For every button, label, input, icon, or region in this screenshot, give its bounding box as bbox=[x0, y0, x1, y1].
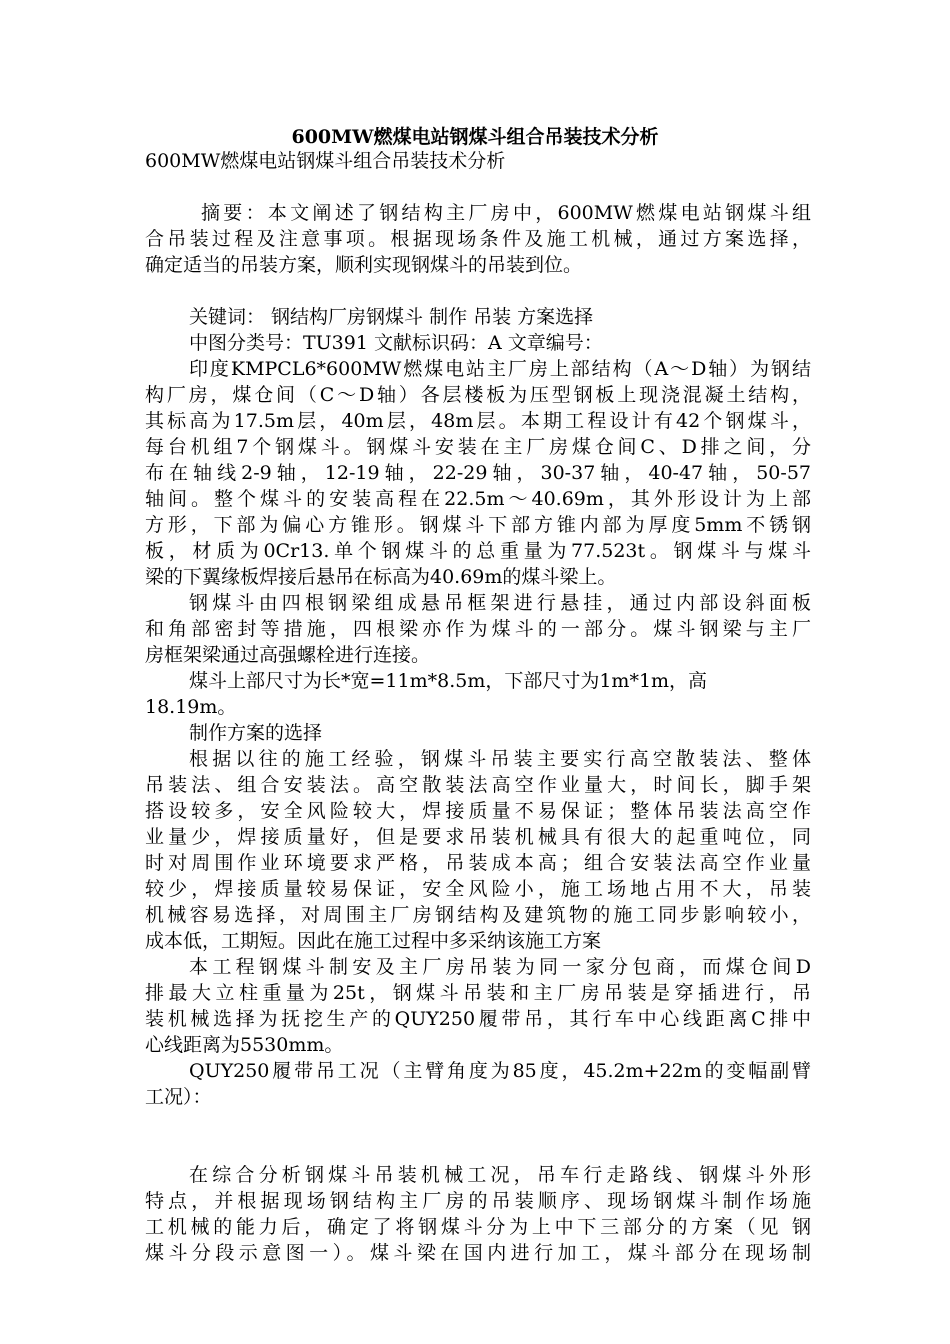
body-line: 中图分类号：TU391 文献标识码：A 文章编号： bbox=[189, 332, 603, 354]
body-line: 合吊装过程及注意事项。根据现场条件及施工机械，通过方案选择， bbox=[145, 228, 811, 250]
body-line: 制作方案的选择 bbox=[189, 722, 323, 744]
body-line: 装机械选择为抚挖生产的QUY250履带吊，其行车中心线距离C排中 bbox=[145, 1008, 811, 1030]
body-line: 方形，下部为偏心方锥形。钢煤斗下部方锥内部为厚度5mm不锈钢 bbox=[145, 514, 811, 536]
body-line: 煤斗分段示意图一）。煤斗梁在国内进行加工，煤斗部分在现场制 bbox=[145, 1242, 811, 1264]
body-line: 钢煤斗由四根钢梁组成悬吊框架进行悬挂，通过内部设斜面板 bbox=[189, 592, 811, 614]
body-line: 排最大立柱重量为25t，钢煤斗吊装和主厂房吊装是穿插进行，吊 bbox=[145, 982, 811, 1004]
body-line: 构厂房，煤仓间（C～D轴）各层楼板为压型钢板上现浇混凝土结构， bbox=[145, 384, 811, 406]
body-line: 煤斗上部尺寸为长*宽=11m*8.5m，下部尺寸为1m*1m，高 bbox=[189, 670, 708, 692]
body-line: 本工程钢煤斗制安及主厂房吊装为同一家分包商，而煤仓间D bbox=[189, 956, 811, 978]
body-line: 摘要：本文阐述了钢结构主厂房中，600MW燃煤电站钢煤斗组 bbox=[201, 202, 811, 224]
body-line: 业量少，焊接质量好，但是要求吊装机械具有很大的起重吨位，同 bbox=[145, 826, 811, 848]
body-line: 印度KMPCL6*600MW燃煤电站主厂房上部结构（A～D轴）为钢结 bbox=[189, 358, 811, 380]
blank-line bbox=[145, 174, 811, 200]
body-line: 关键词： 钢结构厂房钢煤斗 制作 吊装 方案选择 bbox=[189, 306, 594, 328]
body-line: 轴间。整个煤斗的安装高程在22.5m～40.69m，其外形设计为上部 bbox=[145, 488, 811, 510]
body-line: 较少，焊接质量较易保证，安全风险小，施工场地占用不大，吊装 bbox=[145, 878, 811, 900]
body-line: 18.19m。 bbox=[145, 696, 237, 718]
body-line: 在综合分析钢煤斗吊装机械工况，吊车行走路线、钢煤斗外形 bbox=[189, 1164, 811, 1186]
body-line: 特点，并根据现场钢结构主厂房的吊装顺序、现场钢煤斗制作场施 bbox=[145, 1190, 811, 1212]
body-line: 梁的下翼缘板焊接后悬吊在标高为40.69m的煤斗梁上。 bbox=[145, 566, 617, 588]
body-line: 成本低，工期短。因此在施工过程中多采纳该施工方案 bbox=[145, 930, 602, 952]
document-body bbox=[145, 148, 811, 1266]
body-line: 和角部密封等措施，四根梁亦作为煤斗的一部分。煤斗钢梁与主厂 bbox=[145, 618, 811, 640]
body-line: 机械容易选择，对周围主厂房钢结构及建筑物的施工同步影响较小， bbox=[145, 904, 811, 926]
body-line: 其标高为17.5m层，40m层，48m层。本期工程设计有42个钢煤斗， bbox=[145, 410, 811, 432]
blank-line bbox=[145, 1136, 811, 1162]
blank-line bbox=[145, 1110, 811, 1136]
body-line: 搭设较多，安全风险较大，焊接质量不易保证；整体吊装法高空作 bbox=[145, 800, 811, 822]
body-line: 板，材质为0Cr13.单个钢煤斗的总重量为77.523t。钢煤斗与煤斗 bbox=[145, 540, 811, 562]
blank-line bbox=[145, 278, 811, 304]
body-line: QUY250履带吊工况（主臂角度为85度，45.2m+22m的变幅副臂 bbox=[189, 1060, 811, 1082]
body-line: 心线距离为5530mm。 bbox=[145, 1034, 344, 1056]
body-line: 布在轴线2-9轴，12-19轴，22-29轴，30-37轴，40-47轴，50-57 bbox=[145, 462, 811, 484]
body-line: 工况）： bbox=[145, 1086, 212, 1108]
body-line: 600MW燃煤电站钢煤斗组合吊装技术分析 bbox=[145, 150, 506, 172]
body-line: 房框架梁通过高强螺栓进行连接。 bbox=[145, 644, 431, 666]
body-line: 确定适当的吊装方案，顺利实现钢煤斗的吊装到位。 bbox=[145, 254, 583, 276]
body-line: 时对周围作业环境要求严格，吊装成本高；组合安装法高空作业量 bbox=[145, 852, 811, 874]
body-line: 每台机组7个钢煤斗。钢煤斗安装在主厂房煤仓间C、D排之间，分 bbox=[145, 436, 811, 458]
document-title: 600MW燃煤电站钢煤斗组合吊装技术分析 bbox=[291, 126, 659, 148]
body-line: 工机械的能力后，确定了将钢煤斗分为上中下三部分的方案（见 钢 bbox=[145, 1216, 811, 1238]
body-line: 吊装法、组合安装法。高空散装法高空作业量大，时间长，脚手架 bbox=[145, 774, 811, 796]
body-line: 根据以往的施工经验，钢煤斗吊装主要实行高空散装法、整体 bbox=[189, 748, 811, 770]
